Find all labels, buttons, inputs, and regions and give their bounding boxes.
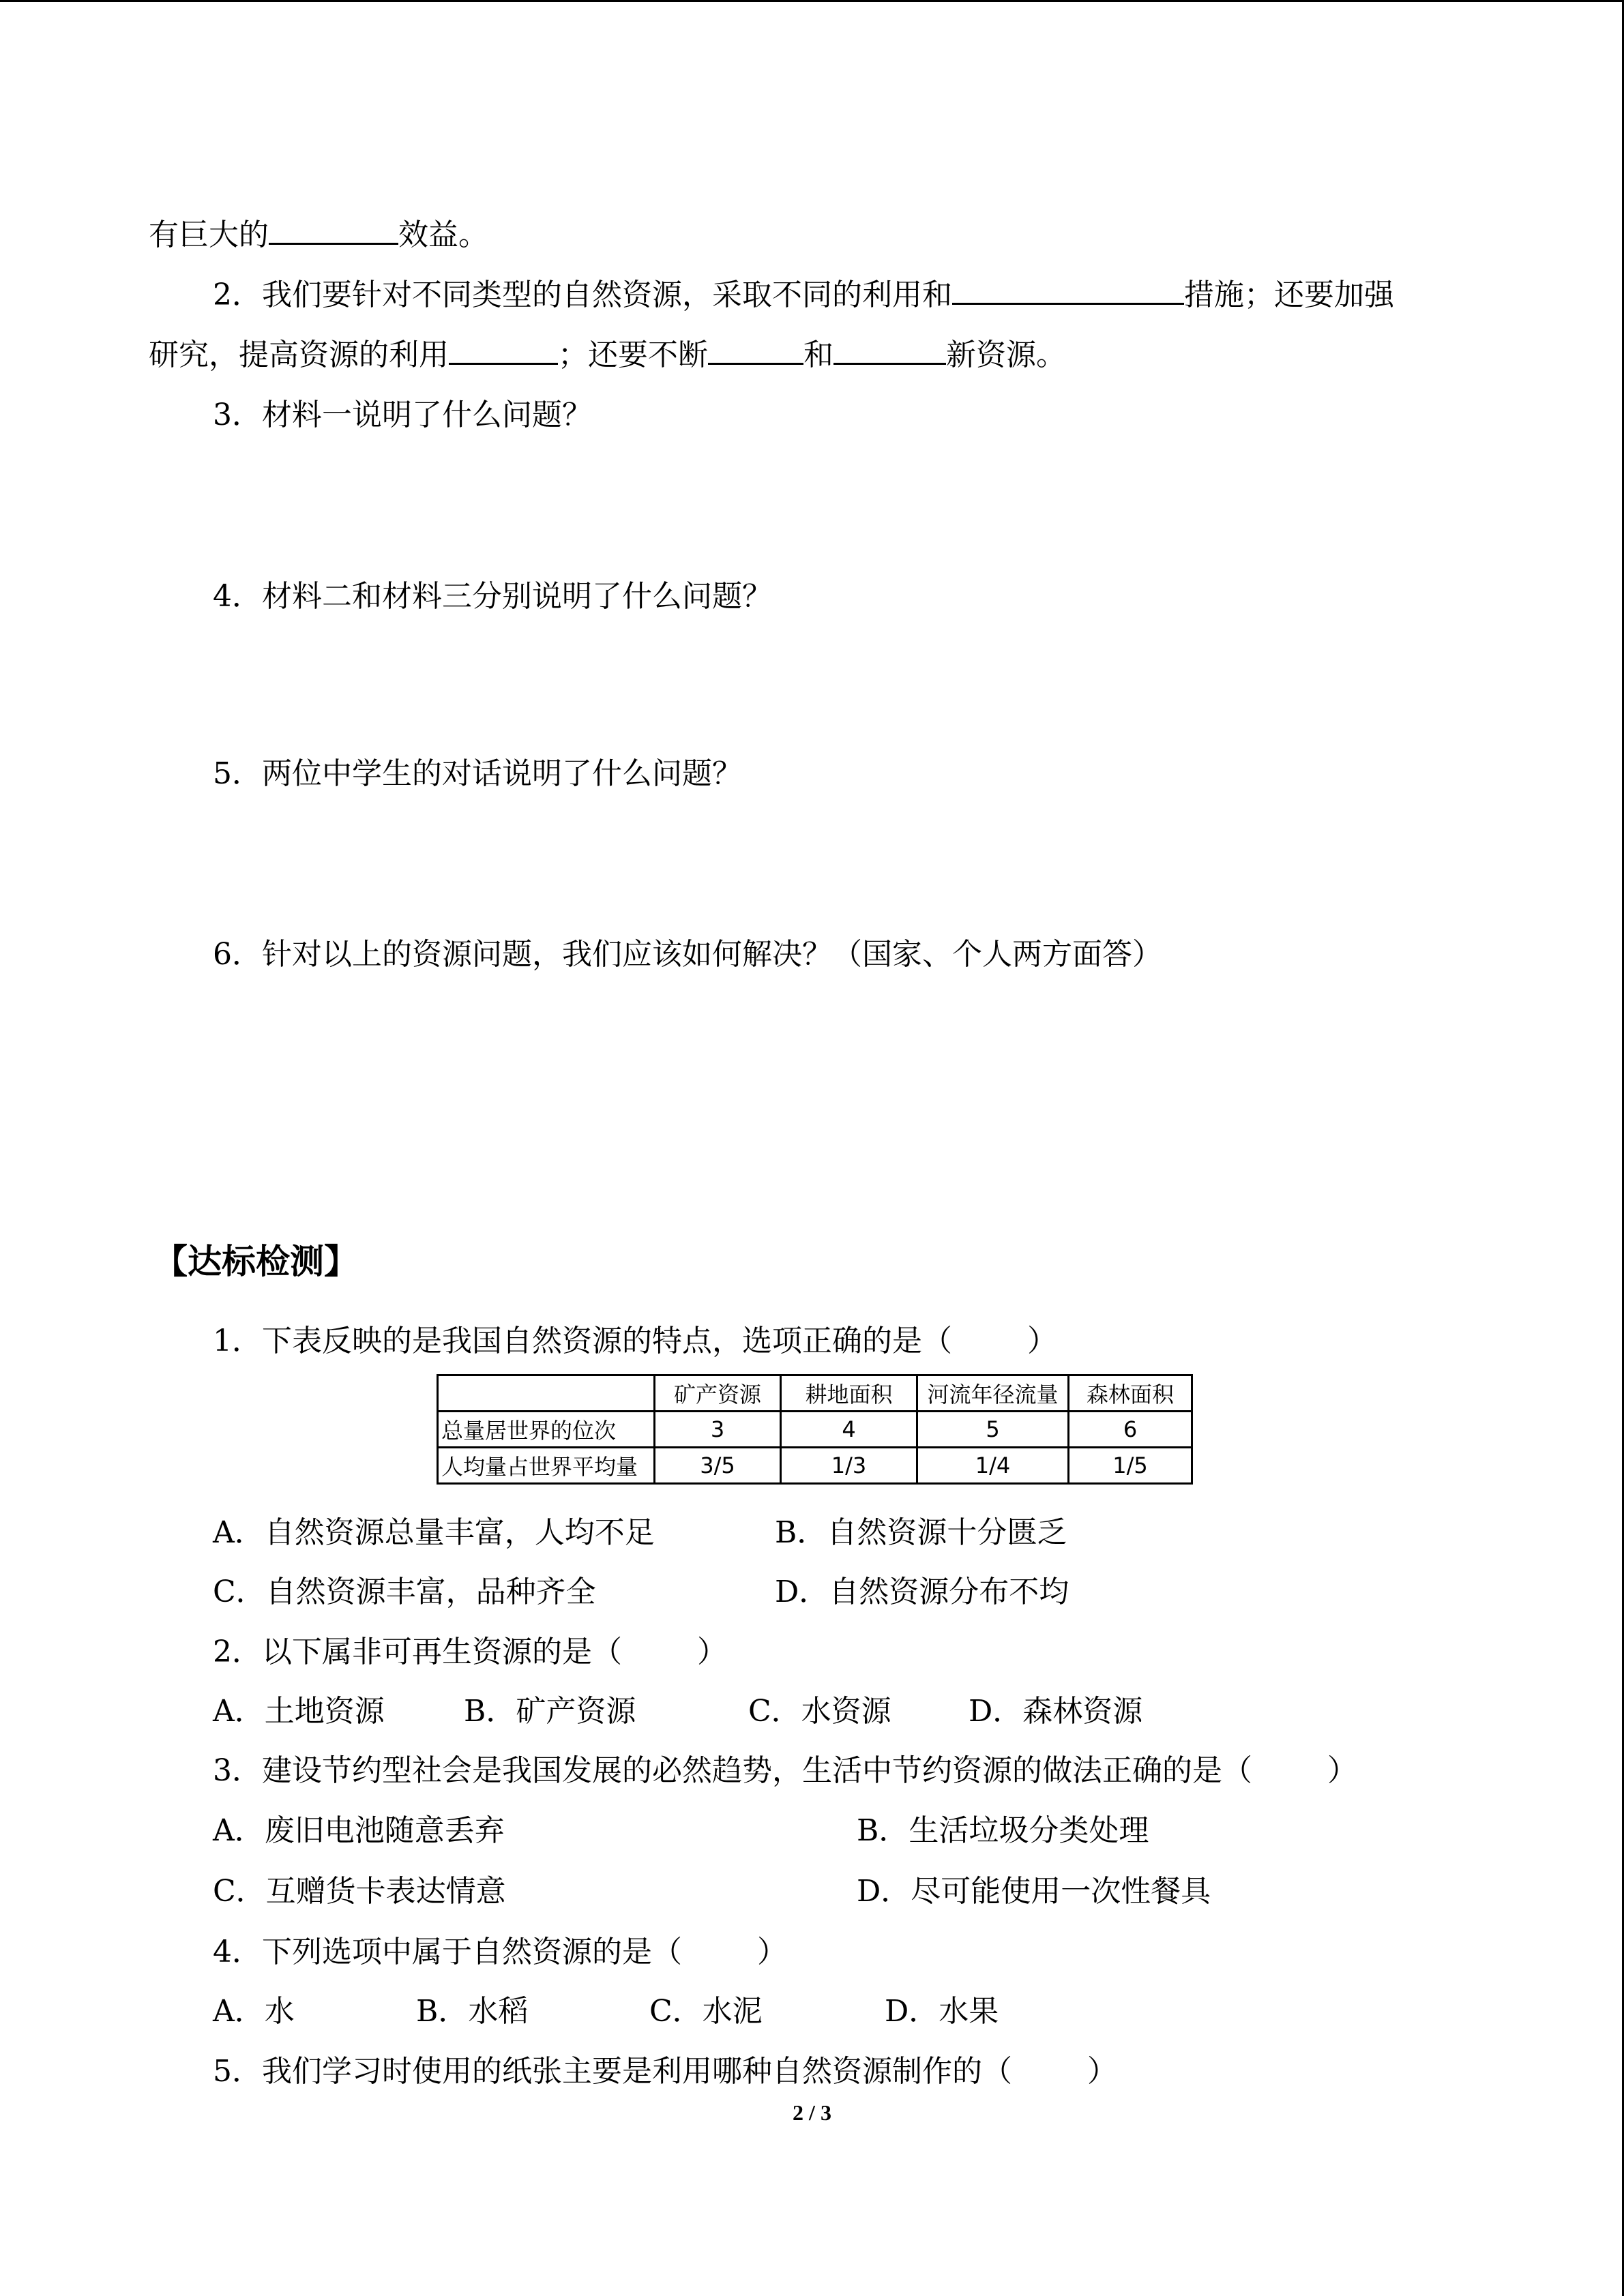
table-cell: 5 — [917, 1412, 1069, 1448]
text: 措施；还要加强 — [1184, 278, 1394, 312]
test-question-4 — [213, 1932, 787, 1973]
text: ） — [1087, 2054, 1117, 2089]
text: ） — [1327, 1753, 1357, 1788]
option-b: B．生活垃圾分类处理 — [857, 1813, 1149, 1848]
option-d: D．尽可能使用一次性餐具 — [857, 1874, 1211, 1909]
fill-blank — [952, 275, 1184, 305]
section-title: 【达标检测】 — [153, 1242, 358, 1281]
text: 2．以下属非可再生资源的是（ — [213, 1635, 622, 1669]
option-b: B．水稻 — [416, 1994, 529, 2029]
table-cell: 1/3 — [781, 1448, 917, 1484]
fill-blank — [269, 215, 398, 245]
fill-blank — [708, 336, 803, 365]
text: 2．我们要针对不同类型的自然资源，采取不同的利用和 — [213, 278, 952, 312]
option-a: A．自然资源总量丰富，人均不足 — [213, 1515, 655, 1550]
text: 新资源。 — [946, 338, 1066, 372]
text: 4．下列选项中属于自然资源的是（ — [213, 1935, 682, 1969]
text-line-1 — [149, 215, 488, 256]
fill-blank — [449, 336, 558, 365]
option-a: A．水 — [213, 1994, 295, 2029]
table-cell — [438, 1375, 655, 1412]
table-header-row — [438, 1375, 1192, 1412]
text: 有巨大的 — [149, 218, 269, 252]
table-cell: 1/4 — [917, 1448, 1069, 1484]
question-2-line-2 — [149, 335, 1066, 376]
table-cell: 4 — [781, 1412, 917, 1448]
option-c: C．水泥 — [649, 1994, 763, 2029]
option-a: A．废旧电池随意丢弃 — [213, 1813, 505, 1848]
test-question-2 — [213, 1632, 727, 1673]
text: ） — [1027, 1324, 1057, 1358]
question-3: 3．材料一说明了什么问题？ — [213, 398, 592, 432]
question-5: 5．两位中学生的对话说明了什么问题？ — [213, 756, 742, 791]
text: 效益。 — [398, 218, 488, 252]
table-cell: 总量居世界的位次 — [438, 1412, 655, 1448]
text: ） — [757, 1935, 787, 1969]
text: 1．下表反映的是我国自然资源的特点，选项正确的是（ — [213, 1324, 952, 1358]
text: ） — [697, 1635, 727, 1669]
table-row — [438, 1448, 1192, 1484]
option-d: D．水果 — [885, 1994, 999, 2029]
option-b: B．矿产资源 — [464, 1694, 636, 1729]
page-number: 2 / 3 — [793, 2100, 831, 2125]
text: 5．我们学习时使用的纸张主要是利用哪种自然资源制作的（ — [213, 2054, 1012, 2089]
option-c: C．互赠货卡表达情意 — [213, 1874, 506, 1909]
table-cell: 森林面积 — [1069, 1375, 1192, 1412]
option-c: C．自然资源丰富，品种齐全 — [213, 1575, 596, 1609]
option-b: B．自然资源十分匮乏 — [775, 1515, 1067, 1550]
table-cell: 矿产资源 — [655, 1375, 781, 1412]
table-cell: 河流年径流量 — [917, 1375, 1069, 1412]
table-row — [438, 1412, 1192, 1448]
table-cell: 6 — [1069, 1412, 1192, 1448]
question-6: 6．针对以上的资源问题，我们应该如何解决？（国家、个人两方面答） — [213, 937, 1162, 972]
resource-table — [437, 1374, 1193, 1485]
option-c: C．水资源 — [748, 1694, 891, 1729]
table-cell: 耕地面积 — [781, 1375, 917, 1412]
option-d: D．自然资源分布不均 — [775, 1575, 1069, 1609]
test-question-5 — [213, 2051, 1117, 2092]
test-question-1 — [213, 1321, 1057, 1362]
text: 研究，提高资源的利用 — [149, 338, 449, 372]
option-d: D．森林资源 — [969, 1694, 1143, 1729]
table-cell: 3 — [655, 1412, 781, 1448]
text: 和 — [803, 338, 833, 372]
table-cell: 1/5 — [1069, 1448, 1192, 1484]
option-a: A．土地资源 — [213, 1694, 385, 1729]
top-border — [0, 0, 1624, 2]
table-cell: 3/5 — [655, 1448, 781, 1484]
test-question-3 — [213, 1750, 1357, 1791]
text: ；还要不断 — [558, 338, 708, 372]
table-cell: 人均量占世界平均量 — [438, 1448, 655, 1484]
question-4: 4．材料二和材料三分别说明了什么问题？ — [213, 579, 772, 614]
fill-blank — [833, 336, 946, 365]
text: 3．建设节约型社会是我国发展的必然趋势，生活中节约资源的做法正确的是（ — [213, 1753, 1252, 1788]
question-2-line-1 — [213, 275, 1394, 316]
